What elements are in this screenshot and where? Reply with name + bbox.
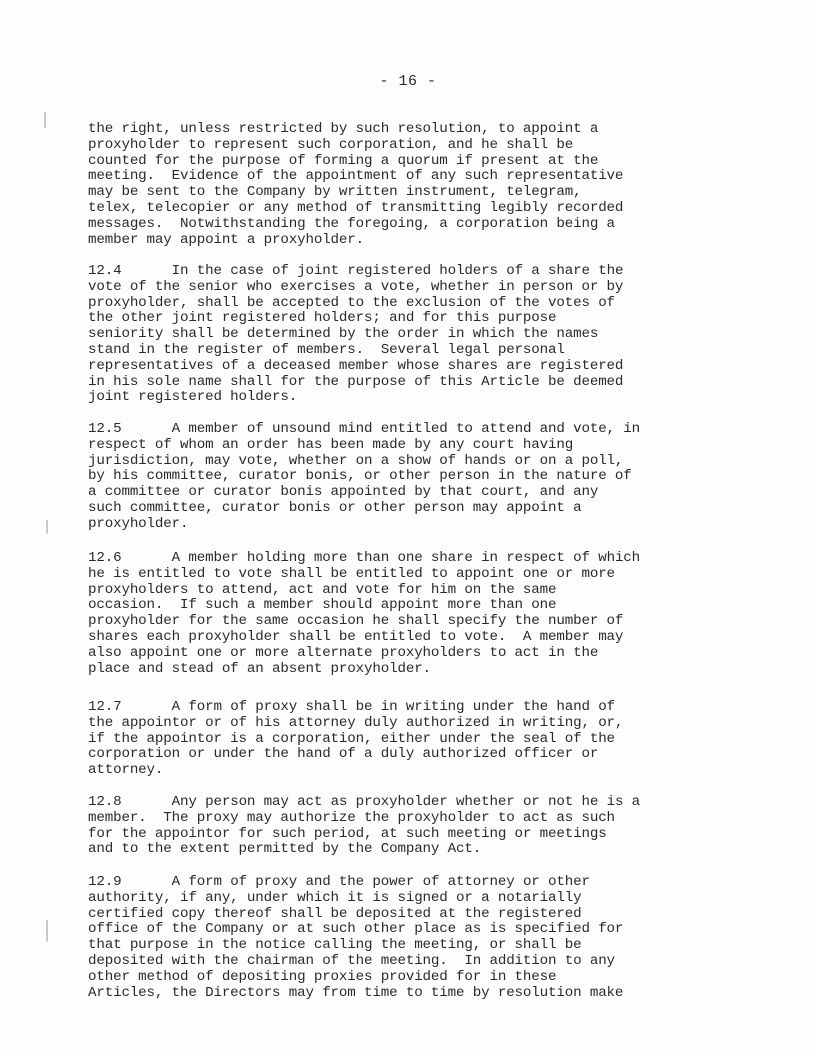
clause-number: 12.6 (88, 550, 122, 566)
clause-text: A form of proxy and the power of attorney or other authority, if any, under which it is signed or a notarially certified copy thereof shall be deposited at the registered office of the Company or at such other place as is specified for that purpose in the notice calling the meeting, or shall be deposited with the chairman of the meeting. In addition to any other method of depositing proxies provided for in these Articles, the Directors may from time to time by resolution make (88, 874, 624, 1001)
clause-number: 12.8 (88, 794, 122, 810)
clause-number: 12.4 (88, 263, 122, 279)
clause-text: A member holding more than one share in respect of which he is entitled to vote shall be entitled to appoint one or more proxyholders to attend, act and vote for him on the same occasion. If such a member should appoint more than one proxyholder for the same occasion he shall specify the number of shares each proxyholder shall be entitled to vote. A member may also appoint one or more alternate proxyholders to act in the place and stead of an absent proxyholder. (88, 550, 641, 677)
clause-12-5 (88, 422, 738, 533)
punch-hole-mark-top (44, 112, 46, 128)
clause-number: 12.5 (88, 421, 122, 437)
clause-number: 12.7 (88, 699, 122, 715)
punch-hole-mark-middle (46, 520, 48, 534)
clause-12-7 (88, 700, 738, 779)
page-number: - 16 - (379, 73, 437, 90)
clause-12-8 (88, 795, 738, 858)
clause-text: A member of unsound mind entitled to attend and vote, in respect of whom an order has been made by any court having jurisdiction, may vote, whether on a show of hands or on a poll, by his committee, curator bonis, or other person in the nature of a committee or curator bonis appointed by that court, and any such committee, curator bonis or other person may appoint a proxyholder. (88, 421, 641, 532)
punch-hole-mark-bottom (46, 920, 48, 942)
intro-paragraph: the right, unless restricted by such resolution, to appoint a proxyholder to represent such corporation, and he shall be counted for the purpose of forming a quorum if present at the meeting. Evidence of the appointment of any such representative may be sent to the Company by written instrument, telegram, telex, telecopier or any method of transmitting legibly recorded messages. Notwithstanding the foregoing, a corporation being a member may appoint a proxyholder. (88, 121, 624, 248)
clause-text: In the case of joint registered holders of a share the vote of the senior who exercises a vote, whether in person or by proxyholder, shall be accepted to the exclusion of the votes of the other joint registered holders; and for this purpose seniority shall be determined by the order in which the names stand in the register of members. Several legal personal representatives of a deceased member whose shares are registered in his sole name shall for the purpose of this Article be deemed joint registered holders. (88, 263, 624, 406)
clause-12-4 (88, 264, 738, 406)
clause-12-9 (88, 875, 738, 1001)
clause-text: A form of proxy shall be in writing under the hand of the appointor or of his attorney duly authorized in writing, or, if the appointor is a corporation, either under the seal of the corporation or under the hand of a duly authorized officer or attorney. (88, 699, 624, 779)
clause-12-6 (88, 551, 738, 677)
clause-number: 12.9 (88, 874, 122, 890)
clause-text: Any person may act as proxyholder whether or not he is a member. The proxy may authorize the proxyholder to act as such for the appointor for such period, at such meeting or meetings and to the extent permitted by the Company Act. (88, 794, 641, 858)
